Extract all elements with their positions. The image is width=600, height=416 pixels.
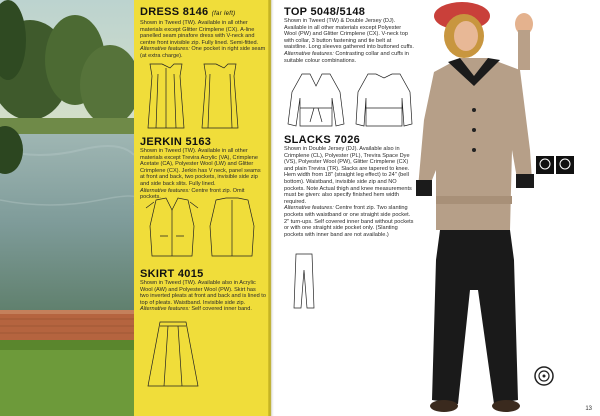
slacks-alt-label: Alternative features:	[284, 205, 334, 212]
top-alt: Contrasting collar and cuffs in suitable colour combinations.	[284, 50, 409, 64]
landscape-photo	[0, 0, 134, 416]
top-block	[284, 6, 414, 64]
care-logo-2	[556, 156, 574, 174]
right-page	[274, 0, 600, 416]
jerkin-sketch	[142, 196, 262, 262]
jerkin-alt-label: Alternative features:	[140, 187, 190, 194]
top-sketch	[284, 72, 414, 130]
jerkin-alt: Centre front zip. Omit pockets.	[140, 187, 245, 201]
dress-block	[140, 6, 266, 60]
skirt-body: Shown in Tweed (TW). Available also in Acrylic Wool (AW) and Polyester Wool (PW). Skirt has two inverted pleats at front and back and is lined to top of pleats. Waistband. Invisible side zip.	[140, 280, 266, 306]
jerkin-title: JERKIN 5163	[140, 136, 212, 148]
slacks-block	[284, 134, 414, 238]
skirt-alt-label: Alternative features:	[140, 306, 190, 313]
slacks-body: Shown in Double Jersey (DJ). Available also in Crimplene (CL), Polyester (PL), Trevira Space Dye (VS), Polyester Wool (PW), Glitter Crimplene (CX) and plain Trevira (TR). Slacks are tapered to knee. Hem width from 18" (straight leg effect) to 24" (bell bottom). Waistband, invisible side zip and NO pockets. Note Actual thigh and knee measurements must be given: also specify finished hem width required.	[284, 146, 412, 205]
top-body: Shown in Tweed (TW) & Double Jersey (DJ). Available in all other materials except Polyester Wool (PW) and Glitter Crimplene (CX). V-neck top with collar, 3 button fastening and tie belt at waistline. Long sleeves gathered into buttoned cuffs.	[284, 18, 414, 51]
dress-note: (far left)	[211, 11, 236, 17]
slacks-sketch	[290, 252, 320, 312]
jerkin-block	[140, 136, 266, 201]
woolmark-logo	[535, 367, 553, 385]
top-alt-label: Alternative features:	[284, 50, 334, 57]
skirt-sketch	[146, 320, 256, 390]
slacks-title: SLACKS 7026	[284, 134, 361, 146]
dress-body: Shown in Tweed (TW). Available in all other materials except Glitter Crimplene (CX). A-line panelled seam pinafore dress with V-neck and centre front invisible zip. Fully lined. Semi-fitted.	[140, 20, 259, 46]
slacks-alt: Centre front zip. Two slanting pockets with waistband or one straight side pocket. 2" turn-ups. Self covered inner band without pockets or with one straight side pocket only. (Slanting pockets with inner band are not available.)	[284, 205, 414, 238]
top-title: TOP 5048/5148	[284, 6, 366, 18]
skirt-title: SKIRT 4015	[140, 268, 204, 280]
care-logo-1	[536, 156, 554, 174]
dress-alt-label: Alternative features:	[140, 46, 190, 53]
dress-title: DRESS 8146	[140, 6, 209, 18]
page-number: 13	[585, 406, 592, 412]
dress-sketch	[144, 62, 262, 130]
skirt-block	[140, 268, 266, 313]
jerkin-body: Shown in Tweed (TW). Available in all other materials except Trevira Acrylic (VA), Crimplene Acetate (CA), Polyester Wool (LW) and Glitter Crimplene (CX). Jerkin has V neck, panel seams at front and back, two pockets, invisible side zip and side back slits. Fully lined.	[140, 148, 261, 187]
model-photo	[414, 0, 600, 416]
dress-alt: One pocket in right side seam (at extra charge).	[140, 46, 266, 59]
yellow-text-panel	[134, 0, 270, 416]
skirt-alt: Self covered inner band.	[191, 306, 252, 313]
